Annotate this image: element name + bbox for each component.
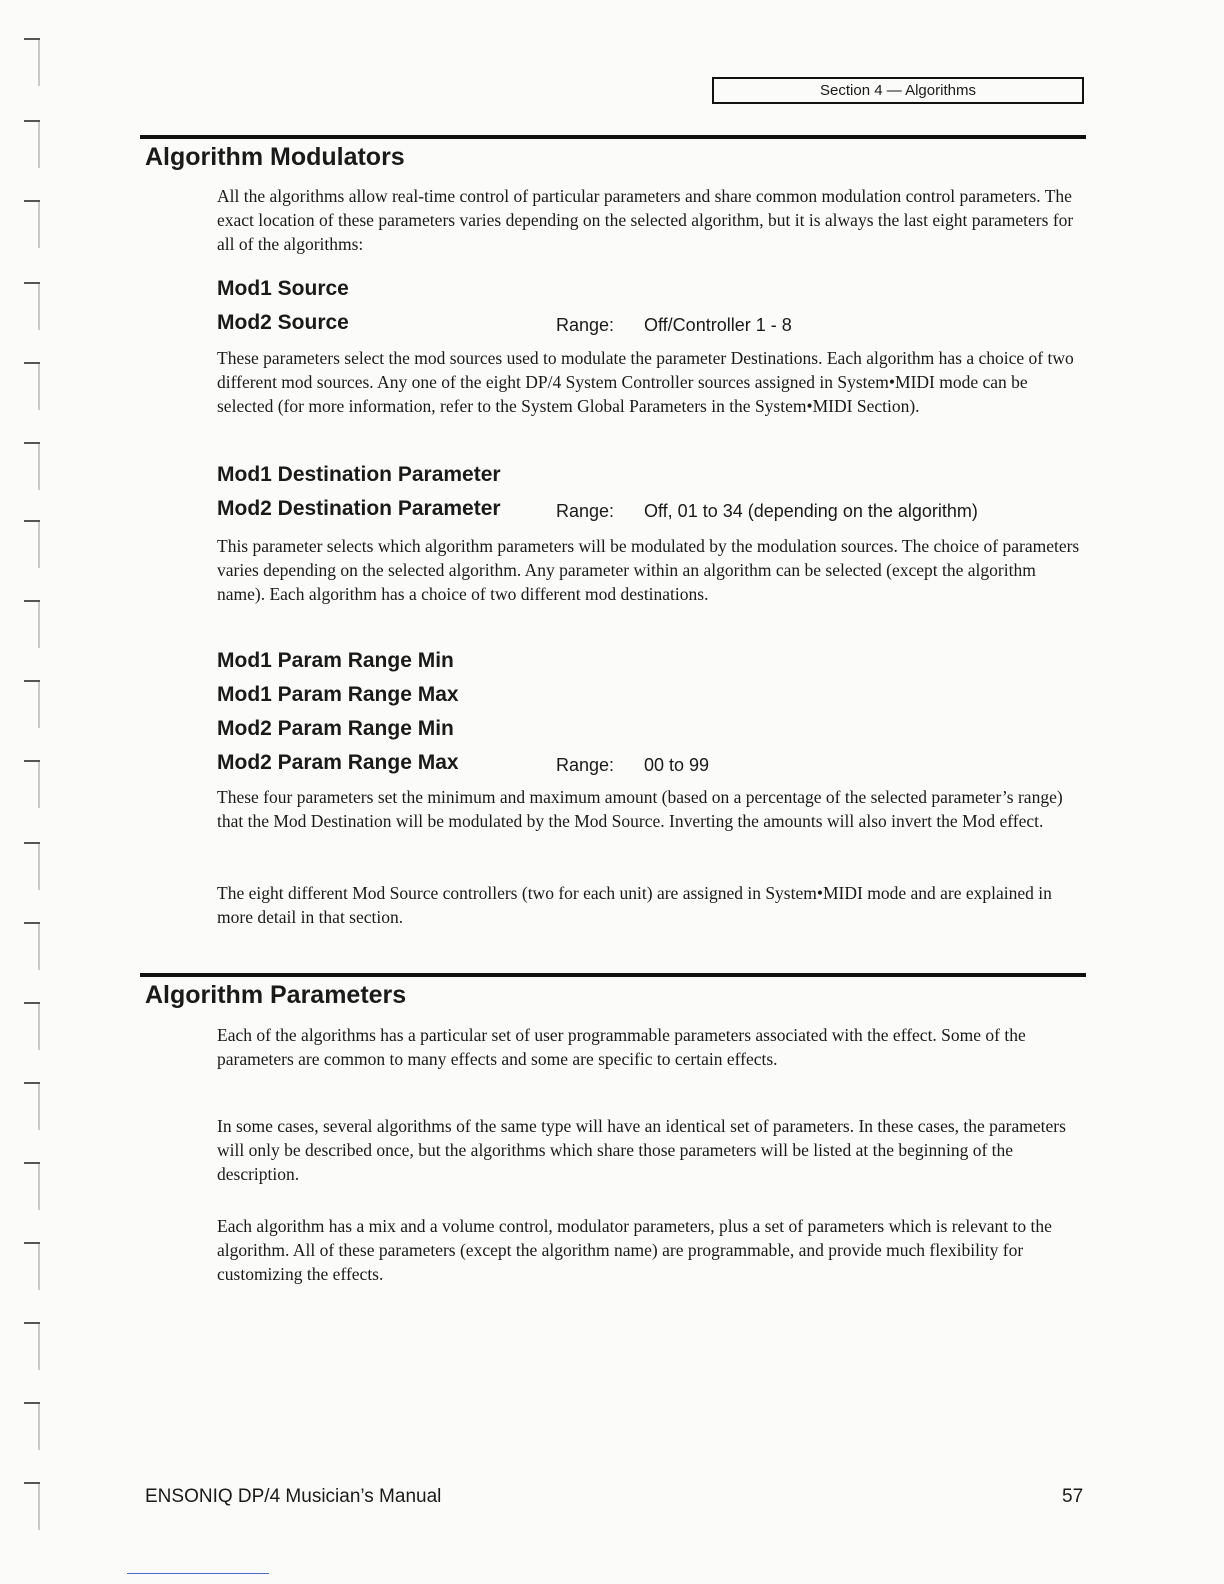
parameters-paragraph-3: Each algorithm has a mix and a volume control, modulator parameters, plus a set of parameters which is relevant to the algorithm. All of these parameters (except the algorithm name) are programmable, and provide much flexibility for customizing the effects. bbox=[217, 1216, 1052, 1284]
param-mod2-range-max: Mod2 Param Range Max bbox=[217, 751, 459, 774]
section-rule-parameters bbox=[140, 973, 1086, 977]
scan-edge-line bbox=[127, 1573, 269, 1574]
range-value: 00 to 99 bbox=[644, 755, 710, 775]
range-label: Range: bbox=[556, 501, 615, 521]
param-mod1-source: Mod1 Source bbox=[217, 277, 349, 300]
param-mod2-destination: Mod2 Destination Parameter bbox=[217, 497, 501, 520]
range-value: Off, 01 to 34 (depending on the algorithm) bbox=[644, 501, 978, 521]
binding-edge bbox=[0, 0, 50, 1584]
parameters-paragraph-2: In some cases, several algorithms of the same type will have an identical set of parameters. In these cases, the parameters will only be described once, but the algorithms which share those parameters will be listed at the beginning of the description. bbox=[217, 1116, 1066, 1184]
param-mod1-range-min: Mod1 Param Range Min bbox=[217, 649, 454, 672]
section-header: Section 4 — Algorithms bbox=[712, 77, 1084, 104]
param-mod2-source: Mod2 Source bbox=[217, 311, 349, 334]
footer-manual-title: ENSONIQ DP/4 Musician’s Manual bbox=[145, 1486, 442, 1507]
param-mod2-range-min: Mod2 Param Range Min bbox=[217, 717, 454, 740]
range-value: Off/Controller 1 - 8 bbox=[644, 315, 792, 335]
param-mod1-range-max: Mod1 Param Range Max bbox=[217, 683, 459, 706]
range-label: Range: bbox=[556, 315, 615, 335]
param-mod1-destination: Mod1 Destination Parameter bbox=[217, 463, 501, 486]
parameters-paragraph-1: Each of the algorithms has a particular set of user programmable parameters associated with the effect. Some of the parameters are common to many effects and some are specific to certain effects. bbox=[217, 1025, 1026, 1069]
source-description: These parameters select the mod sources used to modulate the parameter Destinations. Each algorithm has a choice of two different mod sources. Any one of the eight DP/4 System Controller sources assigned in System•MIDI mode can be selected (for more information, refer to the System Global Parameters in the System•MIDI Section). bbox=[217, 348, 1074, 416]
range-description: These four parameters set the minimum and maximum amount (based on a percentage of the selected parameter’s range) that the Mod Destination will be modulated by the Mod Source. Inverting the amounts will also invert the Mod effect. bbox=[217, 787, 1063, 831]
section-rule-top bbox=[140, 135, 1086, 139]
range-label: Range: bbox=[556, 755, 615, 775]
heading-algorithm-parameters: Algorithm Parameters bbox=[145, 981, 407, 1009]
destination-description: This parameter selects which algorithm parameters will be modulated by the modulation sources. The choice of parameters varies depending on the selected algorithm. Any parameter within an algorithm can be selected (except the algorithm name). Each algorithm has a choice of two different mod destinations. bbox=[217, 536, 1080, 604]
heading-algorithm-modulators: Algorithm Modulators bbox=[145, 143, 405, 171]
page-number: 57 bbox=[1062, 1486, 1084, 1507]
modulators-closing: The eight different Mod Source controllers (two for each unit) are assigned in System•MIDI mode and are explained in more detail in that section. bbox=[217, 883, 1052, 927]
modulators-intro: All the algorithms allow real-time control of particular parameters and share common modulation control parameters. The exact location of these parameters varies depending on the selected algorithm, but it is always the last eight parameters for all of the algorithms: bbox=[217, 186, 1074, 254]
